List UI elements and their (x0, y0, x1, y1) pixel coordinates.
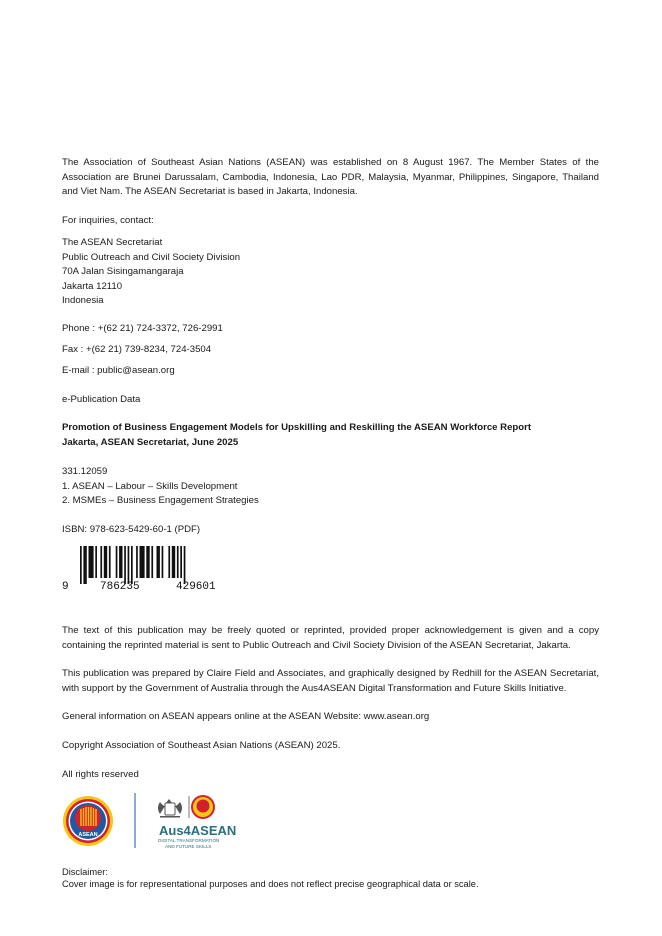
asean-emblem-logo (63, 796, 113, 846)
barcode-bar (89, 546, 94, 578)
barcode-bar (119, 546, 122, 578)
quotation-notice: The text of this publication may be freely quoted or reprinted, provided proper acknowledgement is given and a copy containing the reprinted material is sent to Public Outreach and Civil Society Division of the ASEAN Secretariat, Jakarta. (62, 625, 599, 651)
phone-number: Phone : +(62 21) 724-3372, 726-2991 (62, 323, 223, 334)
barcode-bar (95, 546, 97, 578)
disclaimer-label: Disclaimer: (62, 867, 108, 877)
rights-statement: All rights reserved (62, 769, 139, 780)
asean-small-emblem-icon (191, 795, 215, 819)
classification-subject: 1. ASEAN – Labour – Skills Development (62, 480, 238, 492)
barcode-digits-right: 429601 (176, 581, 216, 593)
general-info-statement: General information on ASEAN appears online at the ASEAN Website: www.asean.org (62, 711, 430, 722)
secretariat-address (62, 236, 599, 309)
copyright-statement: Copyright Association of Southeast Asian Nations (ASEAN) 2025. (62, 740, 341, 751)
aus4asean-tagline-1: DIGITAL TRANSFORMATION (158, 838, 220, 843)
barcode-bar (80, 546, 82, 584)
barcode-bar (131, 546, 133, 584)
fax-number: Fax : +(62 21) 739-8234, 724-3504 (62, 344, 212, 355)
classification-block (62, 465, 599, 509)
aus4asean-tagline-2: AND FUTURE SKILLS (165, 844, 212, 849)
address-line: Jakarta 12110 (62, 280, 123, 292)
barcode-bar (140, 546, 145, 578)
barcode-bar (104, 546, 107, 578)
disclaimer-block (62, 866, 599, 890)
barcode-bar (177, 546, 179, 578)
asean-emblem-padi-stalks (81, 807, 96, 826)
barcode-digits-left: 786235 (100, 581, 140, 593)
epublication-label: e-Publication Data (62, 394, 141, 405)
barcode-bar (168, 546, 170, 578)
australia-coat-of-arms-icon (158, 799, 182, 818)
aus4asean-logo (158, 795, 236, 849)
publication-info-page (62, 0, 599, 936)
address-line: Indonesia (62, 295, 104, 307)
disclaimer-text: Cover image is for representational purposes and does not reflect precise geographical data or scale. (62, 879, 479, 889)
classification-number: 331.12059 (62, 466, 108, 477)
asean-intro-paragraph: The Association of Southeast Asian Nations (ASEAN) was established on 8 August 1967. The Member States of the Association are Brunei Darussalam, Cambodia, Indonesia, Lao PDR, Malaysia, Myanmar, Philippines, Singapore, Thailand and Viet Nam. The ASEAN Secretariat is based in Jakarta, Indonesia. (62, 157, 599, 198)
isbn-text: ISBN: 978-623-5429-60-1 (PDF) (62, 524, 201, 535)
barcode-bar (151, 546, 153, 578)
asean-emblem-label: ASEAN (78, 832, 98, 838)
address-line: 70A Jalan Sisingamangaraja (62, 266, 184, 278)
barcode-bars (80, 546, 185, 584)
barcode-bar (184, 546, 186, 584)
address-line: Public Outreach and Civil Society Division (62, 251, 241, 263)
classification-subject: 2. MSMEs – Business Engagement Strategies (62, 495, 259, 507)
barcode-bar (116, 546, 118, 578)
barcode-bar (180, 546, 182, 578)
barcode-bar (172, 546, 175, 578)
publication-title-block (62, 421, 599, 450)
barcode-bar (109, 546, 111, 578)
barcode-bar (157, 546, 160, 578)
barcode-bar (100, 546, 102, 578)
isbn-barcode (62, 544, 242, 594)
barcode-bar (146, 546, 149, 578)
partner-logos (62, 790, 262, 852)
email-address: E-mail : public@asean.org (62, 365, 175, 376)
publication-place-date: Jakarta, ASEAN Secretariat, June 2025 (62, 436, 239, 448)
address-line: The ASEAN Secretariat (62, 237, 163, 248)
barcode-digit-first: 9 (62, 581, 69, 593)
barcode-bar (124, 546, 126, 584)
aus4asean-wordmark: Aus4ASEAN (159, 823, 237, 838)
barcode-bar (136, 546, 138, 578)
publication-title: Promotion of Business Engagement Models for Upskilling and Reskilling the ASEAN Workforce Report (62, 422, 532, 433)
barcode-bar (162, 546, 164, 578)
prepared-by-statement: This publication was prepared by Claire Field and Associates, and graphically designed by Redhill for the ASEAN Secretariat, with support by the Government of Australia through the Aus4ASEAN Digital Transformation and Future Skills Initiative. (62, 668, 599, 694)
barcode-bar (83, 546, 86, 584)
barcode-bar (128, 546, 130, 584)
inquiries-label: For inquiries, contact: (62, 215, 154, 226)
